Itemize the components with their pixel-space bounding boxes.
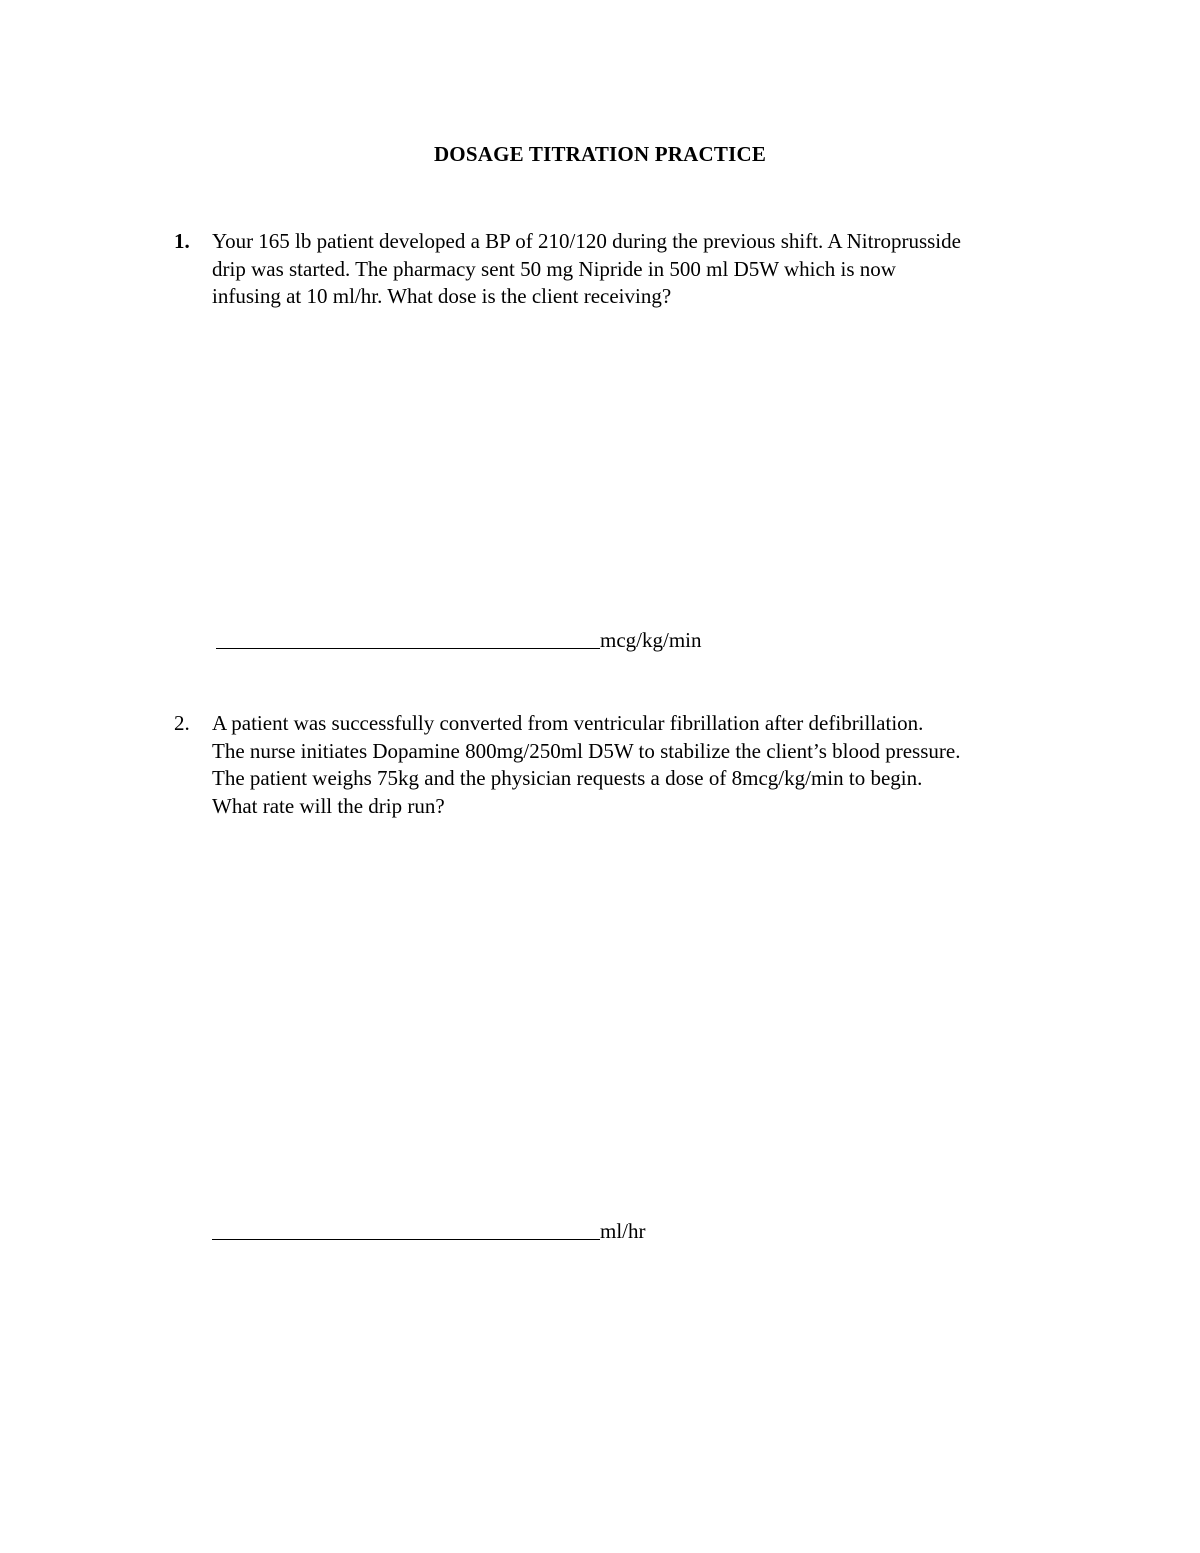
question-line: What rate will the drip run?: [212, 793, 445, 818]
answer-blank-line[interactable]: [212, 1238, 600, 1240]
question-text: [212, 710, 1074, 820]
answer-field-1[interactable]: [216, 628, 702, 653]
answer-unit: mcg/kg/min: [600, 628, 702, 652]
question-text: [212, 228, 1074, 311]
answer-unit: ml/hr: [600, 1219, 646, 1243]
question-line: Your 165 lb patient developed a BP of 210/120 during the previous shift. A Nitroprusside: [212, 229, 961, 253]
question-line: A patient was successfully converted from ventricular fibrillation after defibrillation.: [212, 711, 924, 735]
question-line: infusing at 10 ml/hr. What dose is the client receiving?: [212, 284, 672, 308]
answer-field-2[interactable]: [212, 1219, 646, 1244]
question-number: 2.: [174, 711, 190, 735]
question-2: [174, 710, 1074, 820]
answer-blank-line[interactable]: [216, 647, 600, 649]
page-title: DOSAGE TITRATION PRACTICE: [433, 142, 767, 166]
question-number: 1.: [174, 229, 190, 253]
question-line: The patient weighs 75kg and the physician requests a dose of 8mcg/kg/min to begin.: [212, 766, 923, 790]
question-1: [174, 228, 1074, 311]
question-line: The nurse initiates Dopamine 800mg/250ml D5W to stabilize the client’s blood pressure.: [212, 738, 961, 763]
question-line: drip was started. The pharmacy sent 50 mg Nipride in 500 ml D5W which is now: [212, 256, 896, 281]
